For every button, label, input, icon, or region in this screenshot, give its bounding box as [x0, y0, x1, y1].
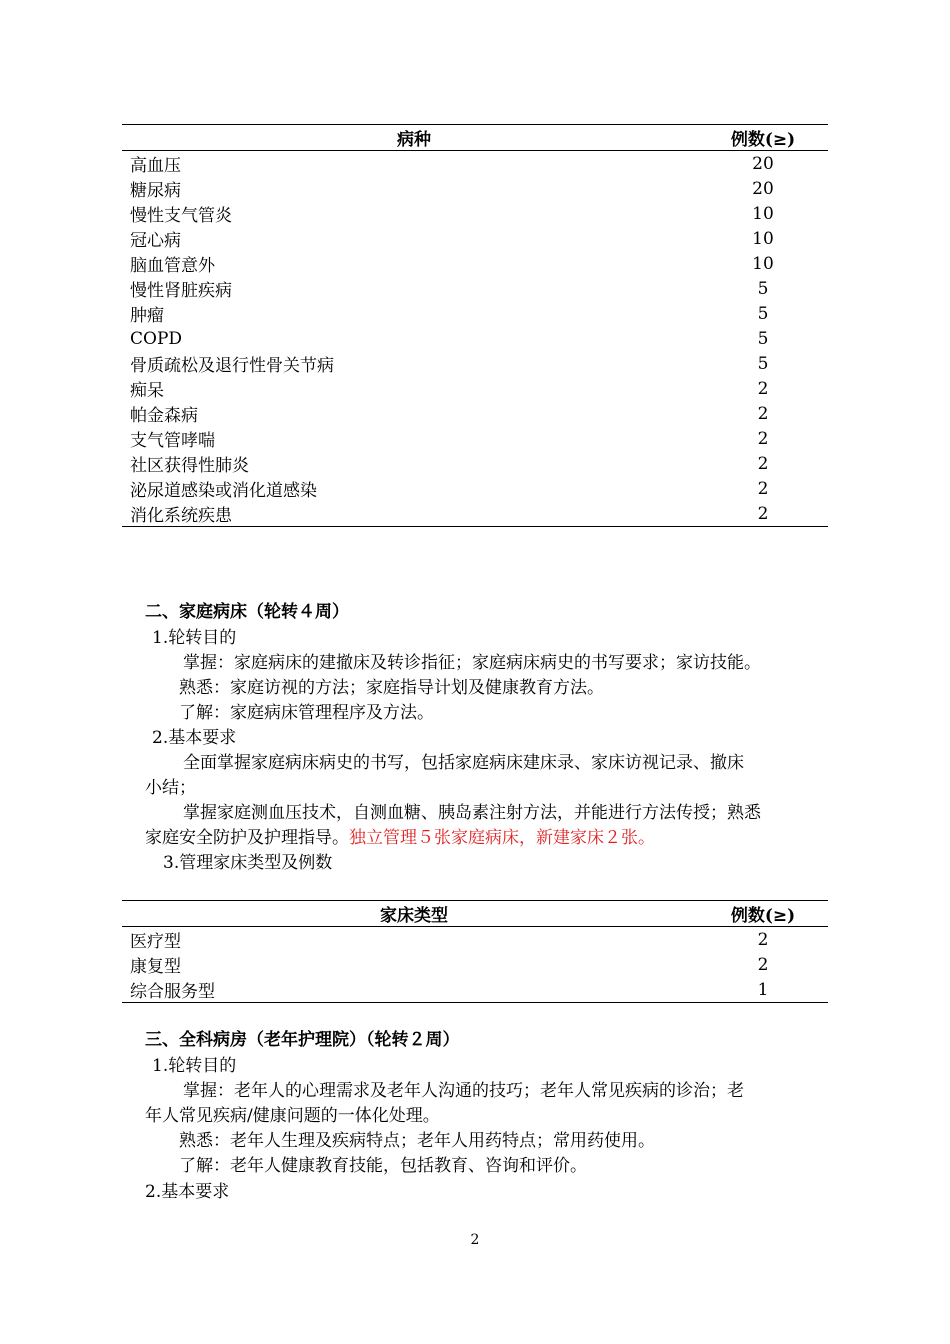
count-cell: 10	[752, 253, 774, 274]
count-cell: 5	[757, 303, 769, 324]
table-row	[122, 151, 828, 177]
disease-cell: 慢性支气管炎	[130, 206, 232, 226]
table-row	[122, 476, 828, 501]
section2-subheading-objectives: 1.轮转目的	[152, 628, 237, 648]
disease-cell: 帕金森病	[130, 406, 198, 426]
disease-cell: 高血压	[130, 156, 181, 176]
table-row	[122, 301, 828, 326]
section3-master-line2: 年人常见疾病/健康问题的一体化处理。	[145, 1106, 440, 1126]
count-cell: 20	[752, 153, 774, 174]
count-cell: 2	[757, 428, 769, 449]
table-row	[122, 376, 828, 401]
table-row	[122, 952, 828, 977]
bed-type-cell: 医疗型	[130, 932, 181, 952]
disease-cell: 支气管哮喘	[130, 431, 215, 451]
disease-cell: 冠心病	[130, 231, 181, 251]
section3-heading: 三、全科病房（老年护理院）（轮转２周）	[145, 1030, 460, 1050]
section2-requirement1-line1: 全面掌握家庭病床病史的书写，包括家庭病床建床录、家床访视记录、撤床	[183, 753, 744, 773]
table-header-row	[122, 901, 828, 927]
count-cell: 2	[757, 453, 769, 474]
section2-master-text: 掌握：家庭病床的建撤床及转诊指征；家庭病床病史的书写要求；家访技能。	[183, 653, 761, 673]
disease-cell: 脑血管意外	[130, 256, 215, 276]
section2-requirement1-line2: 小结；	[145, 778, 196, 798]
disease-cell: 痴呆	[130, 381, 164, 401]
table-row	[122, 351, 828, 376]
count-cell: 20	[752, 178, 774, 199]
section3-subheading-requirements: 2.基本要求	[145, 1182, 230, 1202]
section3-subheading-objectives: 1.轮转目的	[152, 1056, 237, 1076]
section2-heading: 二、家庭病床（轮转４周）	[145, 602, 349, 622]
disease-cell: 骨质疏松及退行性骨关节病	[130, 356, 334, 376]
count-cell: 2	[757, 478, 769, 499]
disease-cell: 慢性肾脏疾病	[130, 281, 232, 301]
bed-type-cell: 综合服务型	[122, 977, 698, 1003]
table-row	[122, 201, 828, 226]
column-header-bed-type: 家床类型	[122, 901, 698, 927]
table-row	[122, 226, 828, 251]
section2-subheading-bed-types: 3.管理家床类型及例数	[163, 853, 333, 873]
bed-type-cell: 康复型	[130, 957, 181, 977]
section2-familiar-text: 熟悉：家庭访视的方法；家庭指导计划及健康教育方法。	[179, 678, 604, 698]
disease-cell: 肿瘤	[130, 306, 164, 326]
count-cell: 2	[698, 501, 828, 527]
requirement2-text: 家庭安全防护及护理指导。	[145, 828, 349, 848]
column-header-count: 例数(≥)	[698, 901, 828, 927]
section3-familiar-text: 熟悉：老年人生理及疾病特点；老年人用药特点；常用药使用。	[179, 1131, 655, 1151]
section2-requirement2-line1: 掌握家庭测血压技术，自测血糖、胰岛素注射方法，并能进行方法传授；熟悉	[183, 803, 761, 823]
table-row	[122, 326, 828, 351]
page-number: 2	[470, 1232, 480, 1248]
disease-cell: COPD	[130, 328, 183, 349]
disease-cell: 消化系统疾患	[122, 501, 698, 527]
table-row	[122, 451, 828, 476]
table-header-row	[122, 125, 828, 151]
section3-understand-text: 了解：老年人健康教育技能，包括教育、咨询和评价。	[179, 1156, 587, 1176]
table-row	[122, 426, 828, 451]
count-cell: 1	[698, 977, 828, 1003]
section2-requirement2-line2	[145, 826, 655, 851]
home-bed-types-table	[122, 900, 828, 1003]
table-row	[122, 501, 828, 527]
table-row	[122, 927, 828, 953]
disease-cases-table	[122, 124, 828, 527]
disease-cell: 泌尿道感染或消化道感染	[130, 481, 317, 501]
count-cell: 2	[757, 929, 769, 950]
count-cell: 5	[757, 353, 769, 374]
count-cell: 5	[757, 278, 769, 299]
count-cell: 2	[757, 403, 769, 424]
section3-master-line1: 掌握：老年人的心理需求及老年人沟通的技巧；老年人常见疾病的诊治；老	[183, 1081, 744, 1101]
count-cell: 2	[757, 378, 769, 399]
table-row	[122, 176, 828, 201]
disease-cell: 糖尿病	[130, 181, 181, 201]
count-cell: 10	[752, 228, 774, 249]
column-header-count: 例数(≥)	[698, 125, 828, 151]
highlighted-requirement: 独立管理５张家庭病床，新建家床２张。	[349, 828, 655, 848]
disease-cell: 社区获得性肺炎	[130, 456, 249, 476]
count-cell: 2	[757, 954, 769, 975]
table-row	[122, 401, 828, 426]
count-cell: 5	[757, 328, 769, 349]
table-row	[122, 276, 828, 301]
count-cell: 10	[752, 203, 774, 224]
section2-subheading-requirements: 2.基本要求	[152, 728, 237, 748]
section2-understand-text: 了解：家庭病床管理程序及方法。	[179, 703, 434, 723]
table-row	[122, 977, 828, 1003]
column-header-disease: 病种	[122, 125, 698, 151]
table-row	[122, 251, 828, 276]
